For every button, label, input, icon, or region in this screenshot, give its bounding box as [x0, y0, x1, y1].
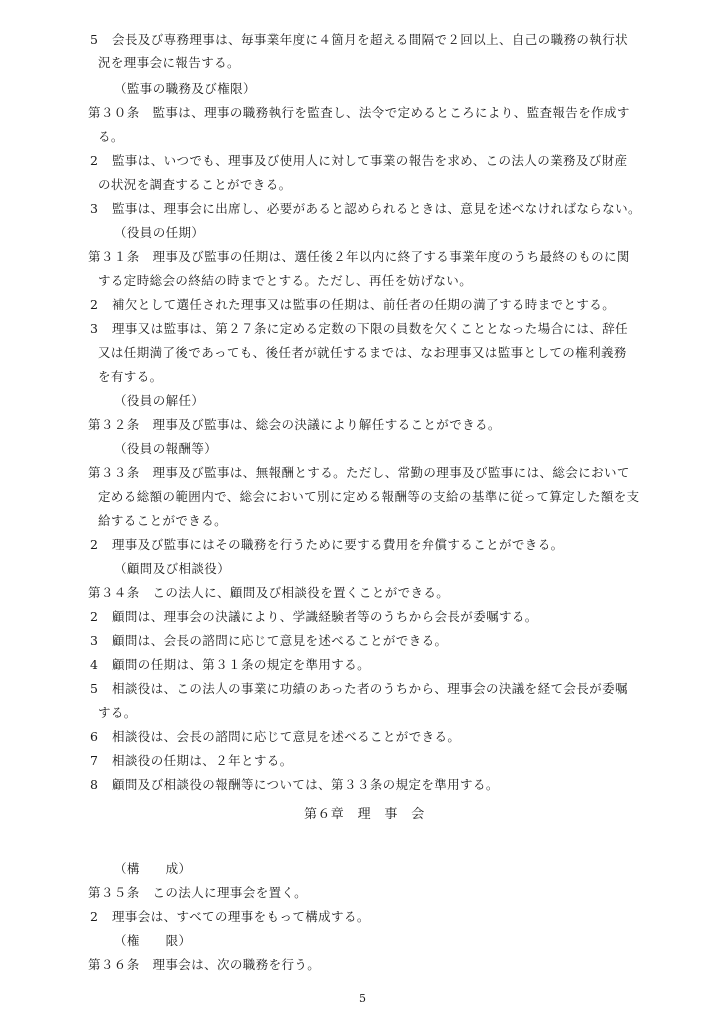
text-line: する。 [98, 705, 137, 720]
article-text-line: 第３１条 理事及び監事の任期は、選任後２年以内に終了する事業年度のうち最終のものに関 [88, 249, 630, 264]
paragraph-number: 3 [90, 321, 99, 336]
paragraph-number: 5 [90, 32, 99, 47]
article-text-line: 第３２条 理事及び監事は、総会の決議により解任することができる。 [88, 417, 501, 432]
article-text-line: 第３６条 理事会は、次の職務を行う。 [88, 957, 321, 972]
paragraph-number: 3 [90, 201, 99, 216]
text-line: の状況を調査することができる。 [98, 177, 292, 192]
chapter-heading: 第６章 理 事 会 [304, 807, 425, 822]
text-line: 監事は、理事会に出席し、必要があると認められるときは、意見を述べなければならない。 [112, 201, 641, 216]
page-number: 5 [359, 992, 367, 1005]
paragraph-number: 3 [90, 633, 99, 648]
paragraph-number: 2 [90, 909, 99, 924]
paragraph-number: 2 [90, 297, 99, 312]
article-text-line: 第３０条 監事は、理事の職務執行を監査し、法令で定めるところにより、監査報告を作成す [88, 105, 630, 120]
article-text-line: 定める総額の範囲内で、総会において別に定める報酬等の支給の基準に従って算定した額を支 [98, 489, 640, 504]
article-text-line: 第３４条 この法人に、顧問及び相談役を置くことができる。 [88, 585, 450, 600]
text-line: 理事及び監事にはその職務を行うために要する費用を弁償することができる。 [112, 537, 564, 552]
article-caption: （役員の報酬等） [114, 441, 218, 456]
article-text-line: 給することができる。 [98, 513, 228, 528]
text-line: 顧問及び相談役の報酬等については、第３３条の規定を準用する。 [112, 777, 499, 792]
article-text-line: 第３３条 理事及び監事は、無報酬とする。ただし、常勤の理事及び監事には、総会において [88, 465, 630, 480]
article-caption: （権 限） [114, 933, 192, 948]
text-line: 況を理事会に報告する。 [98, 55, 240, 70]
text-line: 監事は、いつでも、理事及び使用人に対して事業の報告を求め、この法人の業務及び財産 [112, 153, 628, 168]
paragraph-number: 2 [90, 609, 99, 624]
paragraph-number: 2 [90, 153, 99, 168]
text-line: 理事又は監事は、第２７条に定める定数の下限の員数を欠くこととなった場合には、辞任 [112, 321, 629, 336]
article-caption: （監事の職務及び権限） [114, 81, 256, 96]
article-caption: （役員の解任） [114, 393, 205, 408]
article-text-line: る。 [98, 129, 124, 144]
article-caption: （顧問及び相談役） [114, 561, 231, 576]
paragraph-number: 6 [90, 729, 99, 744]
text-line: 理事会は、すべての理事をもって構成する。 [112, 909, 370, 924]
article-caption: （役員の任期） [114, 225, 205, 240]
paragraph-number: 7 [90, 753, 99, 768]
text-line: 顧問の任期は、第３１条の規定を準用する。 [112, 657, 371, 672]
paragraph-number: 8 [90, 777, 99, 792]
article-caption: （構 成） [114, 861, 192, 876]
text-line: 相談役は、この法人の事業に功績のあった者のうちから、理事会の決議を経て会長が委嘱 [112, 681, 628, 696]
text-line: 顧問は、理事会の決議により、学識経験者等のうちから会長が委嘱する。 [112, 609, 538, 624]
text-line: 顧問は、会長の諮問に応じて意見を述べることができる。 [112, 633, 448, 648]
article-text-line: する定時総会の終結の時までとする。ただし、再任を妨げない。 [98, 273, 473, 288]
text-line: を有する。 [98, 369, 163, 384]
text-line: 相談役は、会長の諮問に応じて意見を述べることができる。 [112, 729, 461, 744]
text-line: 会長及び専務理事は、毎事業年度に４箇月を超える間隔で２回以上、自己の職務の執行状 [112, 32, 629, 47]
paragraph-number: 2 [90, 537, 99, 552]
text-line: 相談役の任期は、２年とする。 [112, 753, 293, 768]
article-text-line: 第３５条 この法人に理事会を置く。 [88, 885, 308, 900]
text-line: 補欠として選任された理事又は監事の任期は、前任者の任期の満了する時までとする。 [112, 297, 616, 312]
paragraph-number: 4 [90, 657, 99, 672]
paragraph-number: 5 [90, 681, 99, 696]
text-line: 又は任期満了後であっても、後任者が就任するまでは、なお理事又は監事としての権利義務 [98, 345, 627, 360]
